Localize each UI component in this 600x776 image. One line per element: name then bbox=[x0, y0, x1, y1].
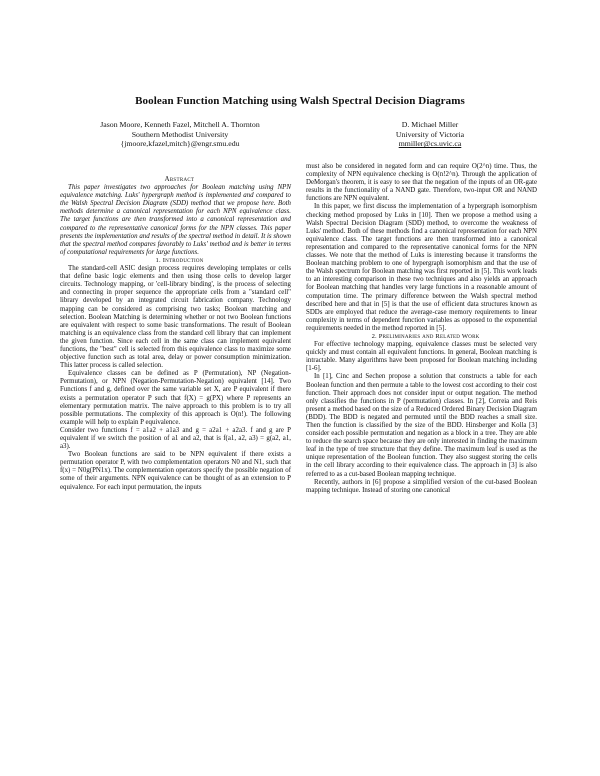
author-names: Jason Moore, Kenneth Fazel, Mitchell A. Thornton bbox=[100, 120, 260, 129]
author-block-right bbox=[330, 120, 530, 149]
author-names: D. Michael Miller bbox=[401, 120, 459, 129]
author-affiliation: Southern Methodist University bbox=[131, 129, 229, 139]
author-block-left bbox=[80, 120, 280, 149]
paragraph: In this paper, we first discuss the implementation of a hypergraph isomorphism checking method proposed by Luks in [10]. Then we propose a method using a Walsh Spectral Decision Diagram (SDD) method, to overcome the weakness of Luks' method. Both of these methods find a canonical representation for each NPN equivalence class. The target functions are then transformed into a canonical representation and compared to the representative canonical forms for the NPN classes. We note that the method of Luks is interesting because it transforms the Boolean matching problem to one of hypergraph isomorphism and that the use of the Walsh spectrum for Boolean matching was first reported in [5]. This work leads to an interesting comparison in these two techniques and also yields an approach for Boolean matching that handles very large functions in a reasonable amount of computation time. The primary difference between the Walsh spectral method described here and that in [5] is that the use of efficient data structures known as SDDs are employed that reduce the average-case memory requirements to linear complexity in terms of dependent function variables as opposed to the exponential requirements needed in the method reported in [5]. bbox=[306, 203, 537, 332]
paragraph: Equivalence classes can be defined as P (Permutation), NP (Negation-Permutation), or NPN (Negation-Permutation-Negation) equivalent [14]. Two Functions f and g, defined over the same variable set X, are P equivalent if there exists a permutation operator P such that f(X) = g(PX) where P represents an elementary permutation matrix. The naive approach to this problem is to try all possible permutations. The complexity of this approach is O(n!). The following example will help to explain P equivalence. bbox=[60, 370, 291, 426]
abstract-text: This paper investigates two approaches for Boolean matching using NPN equivalence matching. Luks' hypergraph method is implemented and compared to the Walsh Spectral Decision Diagram (SDD) method that we propose here. Both methods determine a canonical representation for each NPN equivalence class. The target functions are then transformed into a canonical representation and compared to the representative canonical forms for the NPN classes. This paper presents the implementation and results of the spectral method in detail. It is shown that the spectral method compares favorably to Luks' method and is better in terms of computational requirements for large functions. bbox=[60, 184, 291, 256]
paper-title: Boolean Function Matching using Walsh Spectral Decision Diagrams bbox=[135, 95, 465, 107]
right-column bbox=[306, 163, 537, 495]
section-2-heading: 2. Preliminaries and Related Work bbox=[371, 332, 480, 340]
paragraph: must also be considered in negated form and can require O(2^n) time. Thus, the complexity of NPN equivalence checking is O(n!2^n). Through the application of DeMorgan's theorem, it is easy to see that the negation of the inputs of an OR-gate results in the functionality of a NAND gate. Therefore, two-input OR and NAND functions are NPN equivalent. bbox=[306, 163, 537, 203]
paragraph: In [1], Cinc and Sechen propose a solution that constructs a table for each Boolean function and then permute a table to the lowest cost according to their cost function. Their approach does not consider input or output negation. The method only classifies the functions in P (permutation) classes. In [2], Correia and Reis present a method based on the size of a Reduced Ordered Binary Decision Diagram (BDD). The BDD is negated and permuted until the BDD reaches a small size. Then the function is classified by the size of the BDD. Hinsberger and Kolla [3] consider each possible permutation and negation as a block in a tree. They are able to reduce the search space because they are only interested in finding the maximum leaf in the type of tree structure that they define. The maximum leaf is used as the unique representation of the Boolean function. They also suggest storing the cells in the cell library according to their equivalence class. The approach in [3] is also referred to as a cut-based Boolean mapping technique. bbox=[306, 373, 537, 478]
author-affiliation: University of Victoria bbox=[395, 129, 465, 139]
left-column bbox=[60, 176, 291, 492]
paragraph: For effective technology mapping, equivalence classes must be selected very quickly and must contain all equivalent functions. In general, Boolean matching is intractable. Many algorithms have been proposed for Boolean matching including [1-6]. bbox=[306, 341, 537, 373]
author-email: {jmoore,kfazel,mitch}@engr.smu.edu bbox=[120, 139, 240, 149]
paragraph: The standard-cell ASIC design process requires developing templates or cells that define basic logic elements and then using those cells to develop larger circuits. Technology mapping, or 'cell-library binding', is the process of selecting and connecting in proper sequence the appropriate cells from a "standard cell" library developed by an integrated circuit fabrication company. Technology mapping can be considered as comprising two tasks; Boolean matching and selection. Boolean Matching is determining whether or not two Boolean functions are equivalent with respect to some basic transformations. The result of Boolean matching is an equivalence class from the standard cell library that can implement the given function. Since each cell in the same class can implement equivalent functions, the "best" cell is selected from this equivalence class to maximize some objective function such as total area, delay or power consumption minimization. This latter process is called selection. bbox=[60, 265, 291, 370]
paragraph: Two Boolean functions are said to be NPN equivalent if there exists a permutation operator P, with two complementation operators N0 and N1, such that f(x) = N0g(PN1x). The complementation operators specify the possible negation of some of their arguments. NPN equivalence can be thought of as an extension to P equivalence. For each input permutation, the inputs bbox=[60, 451, 291, 491]
section-1-heading: 1. Introduction bbox=[155, 256, 204, 264]
author-email-link[interactable]: mmiller@cs.uvic.ca bbox=[398, 139, 462, 149]
paragraph: Consider two functions f = a1a2 + a1a3 and g = a2a1 + a2a3. f and g are P equivalent if we switch the position of a1 and a2, that is f(a1, a2, a3) = g(a2, a1, a3). bbox=[60, 426, 291, 451]
abstract-heading: Abstract bbox=[164, 176, 195, 183]
paragraph: Recently, authors in [6] propose a simplified version of the cut-based Boolean mapping technique. Instead of storing one canonical bbox=[306, 478, 537, 494]
